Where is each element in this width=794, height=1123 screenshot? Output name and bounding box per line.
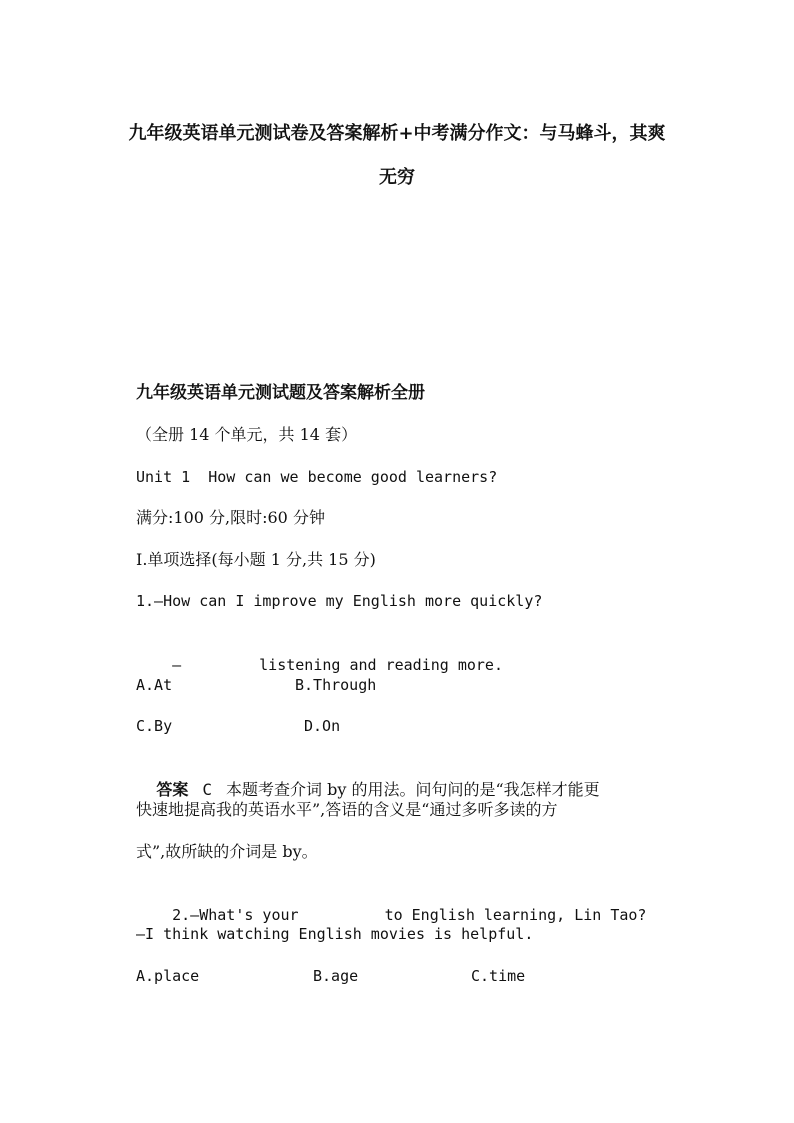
document-title-line-2: 无穷 xyxy=(379,167,415,188)
q1-option-b: B.Through xyxy=(295,676,377,694)
q2-option-c: C.time xyxy=(471,967,526,985)
score-info: 满分:100 分,限时:60 分钟 xyxy=(136,508,325,527)
q1-option-c: C.By xyxy=(136,717,173,735)
q1-option-a: A.At xyxy=(136,676,173,694)
subtitle: （全册 14 个单元，共 14 套） xyxy=(136,425,358,444)
q1-reply-suffix: listening and reading more. xyxy=(259,656,503,674)
q1-explanation-3: 式”,故所缺的介词是 by。 xyxy=(136,842,318,861)
section-heading: 九年级英语单元测试题及答案解析全册 xyxy=(136,383,425,403)
q1-stem: 1.—How can I improve my English more quickly? xyxy=(136,592,543,610)
q2-option-b: B.age xyxy=(313,967,359,985)
q2-stem-suffix: to English learning, Lin Tao? xyxy=(384,906,647,924)
q1-answer-letter: C xyxy=(202,780,212,799)
q2-option-a: A.place xyxy=(136,967,200,985)
q1-explanation-2: 快速地提高我的英语水平”,答语的含义是“通过多听多读的方 xyxy=(136,800,558,819)
q1-reply-prefix: — xyxy=(172,656,182,674)
document-title-line-1: 九年级英语单元测试卷及答案解析+中考满分作文：与马蜂斗，其爽 xyxy=(128,123,666,144)
q2-stem-prefix: 2.—What's your xyxy=(172,906,299,924)
q1-explanation-1: 本题考查介词 by 的用法。问句问的是“我怎样才能更 xyxy=(226,780,600,799)
q1-option-d: D.On xyxy=(304,717,341,735)
part-title: Ⅰ.单项选择(每小题 1 分,共 15 分) xyxy=(136,550,376,569)
q2-reply: —I think watching English movies is helpful. xyxy=(136,925,534,943)
q1-answer-label: 答案 xyxy=(156,780,189,799)
unit-title: Unit 1 How can we become good learners? xyxy=(136,468,498,486)
